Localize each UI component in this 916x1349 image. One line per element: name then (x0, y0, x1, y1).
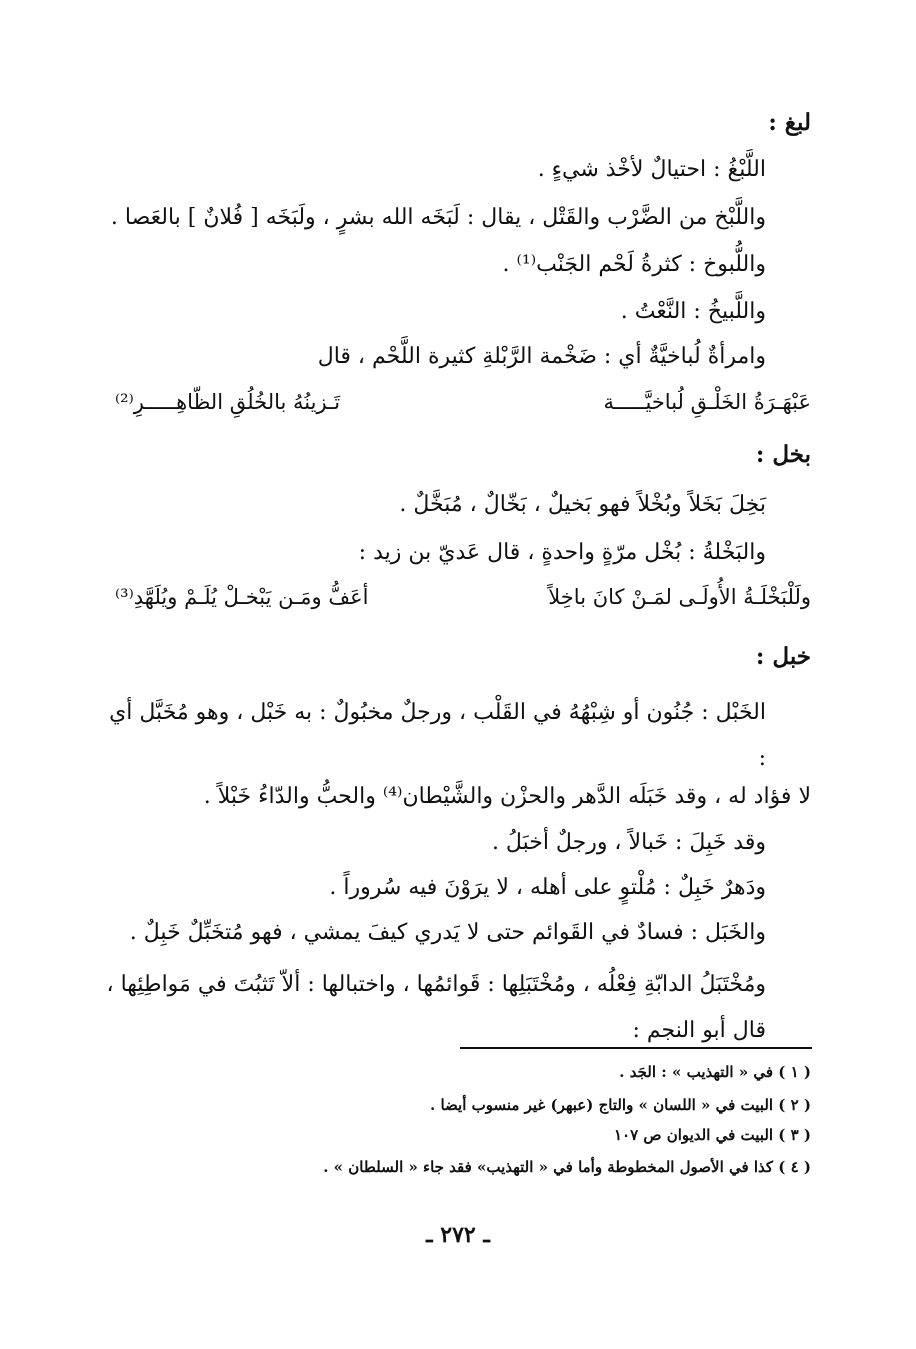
entry-headword: خبل : (755, 643, 811, 670)
verse-second-hemistich: تَـزينُهُ بالخُلُقِ الظّاهِـــــرِ⁽²⁾ (115, 390, 341, 414)
entry-line: وامرأةٌ لُباخيَّةٌ أي : ضَخْمة الرَّبْلةِ كثيرة اللَّحْم ، قال (317, 344, 766, 369)
verse-second-hemistich: أعَفُّ ومَـن يَبْخـلْ يُلَـمْ ويُلَهَّدِ⁽³⁾ (115, 585, 369, 609)
entry-line: الخَبْل : جُنُون أو شِبْهُهُ في القَلْب ، ورجلٌ مخبُولٌ : به خَبْل ، وهو مُخَبَّل أي : (109, 700, 766, 771)
verse-first-hemistich: عَبْهَـرَةُ الخَلْـقِ لُباخيَّـــــة (603, 390, 811, 414)
entry-line: ودَهرٌ خَبِلٌ : مُلْتوٍ على أهله ، لا يرَوْنَ فيه سُروراً . (329, 875, 766, 900)
entry-line: ومُخْتَبَلُ الدابّةِ فِعْلُه ، ومُخْتَبَلِها : قَوائمُها ، واختبالها : ألاّ تَثبُتَ في مَواطِئِها ، قال أبو النجم : (106, 972, 766, 1043)
footnote: ( ٢ ) البيت في « اللسان » والتاج (عبهر) غير منسوب أيضا . (430, 1096, 811, 1114)
footnote-separator (460, 1047, 812, 1049)
entry-line: واللَّبْخ من الضَّرْب والقَتْل ، يقال : لَبَخَه الله بشرٍ ، ولَبَخَه [ فُلانٌ ] بالعَصا . (110, 205, 766, 230)
entry-line: والبَخْلةُ : بُخْل مرّةٍ واحدةٍ ، قال عَديّ بن زيد : (358, 540, 766, 565)
page-number: ـ ٢٧٢ ـ (426, 1222, 490, 1248)
footnote: ( ١ ) في « التهذيب » : الجَد . (619, 1063, 811, 1081)
footnote: ( ٣ ) البيت في الديوان ص ١٠٧ (613, 1126, 811, 1144)
entry-line: بَخِلَ بَخَلاً وبُخْلاً فهو بَخيلٌ ، بَخّالٌ ، مُبَخَّلٌ . (399, 492, 766, 517)
footnote: ( ٤ ) كذا في الأصول المخطوطة وأما في « التهذيب» فقد جاء « السلطان » . (323, 1158, 811, 1176)
entry-line: واللَّبيخُ : النَّعْتُ . (620, 299, 766, 324)
entry-headword: بخل : (755, 441, 811, 468)
entry-line: اللَّبْغُ : احتيالٌ لأخْذ شيءٍ . (537, 157, 766, 182)
entry-line: واللُّبوخ : كثرةُ لَحْم الجَنْب⁽¹⁾ . (502, 252, 766, 277)
entry-headword: لبغ : (768, 109, 811, 136)
entry-line: لا فؤاد له ، وقد خَبَلَه الدَّهر والحزْن والشَّيْطان⁽⁴⁾ والحبُّ والدّاءُ خَبْلاً . (203, 784, 811, 809)
entry-line: وقد خَبِلَ : خَبالاً ، ورجلٌ أخبَلُ . (491, 830, 766, 855)
entry-line: والخَبَل : فسادٌ في القَوائم حتى لا يَدري كيفَ يمشي ، فهو مُتخَبِّلٌ خَبِلٌ . (129, 920, 766, 945)
verse-first-hemistich: ولَلْبَخْلَـةُ الأُولَـى لمَـنْ كانَ باخِلاً (548, 585, 811, 609)
